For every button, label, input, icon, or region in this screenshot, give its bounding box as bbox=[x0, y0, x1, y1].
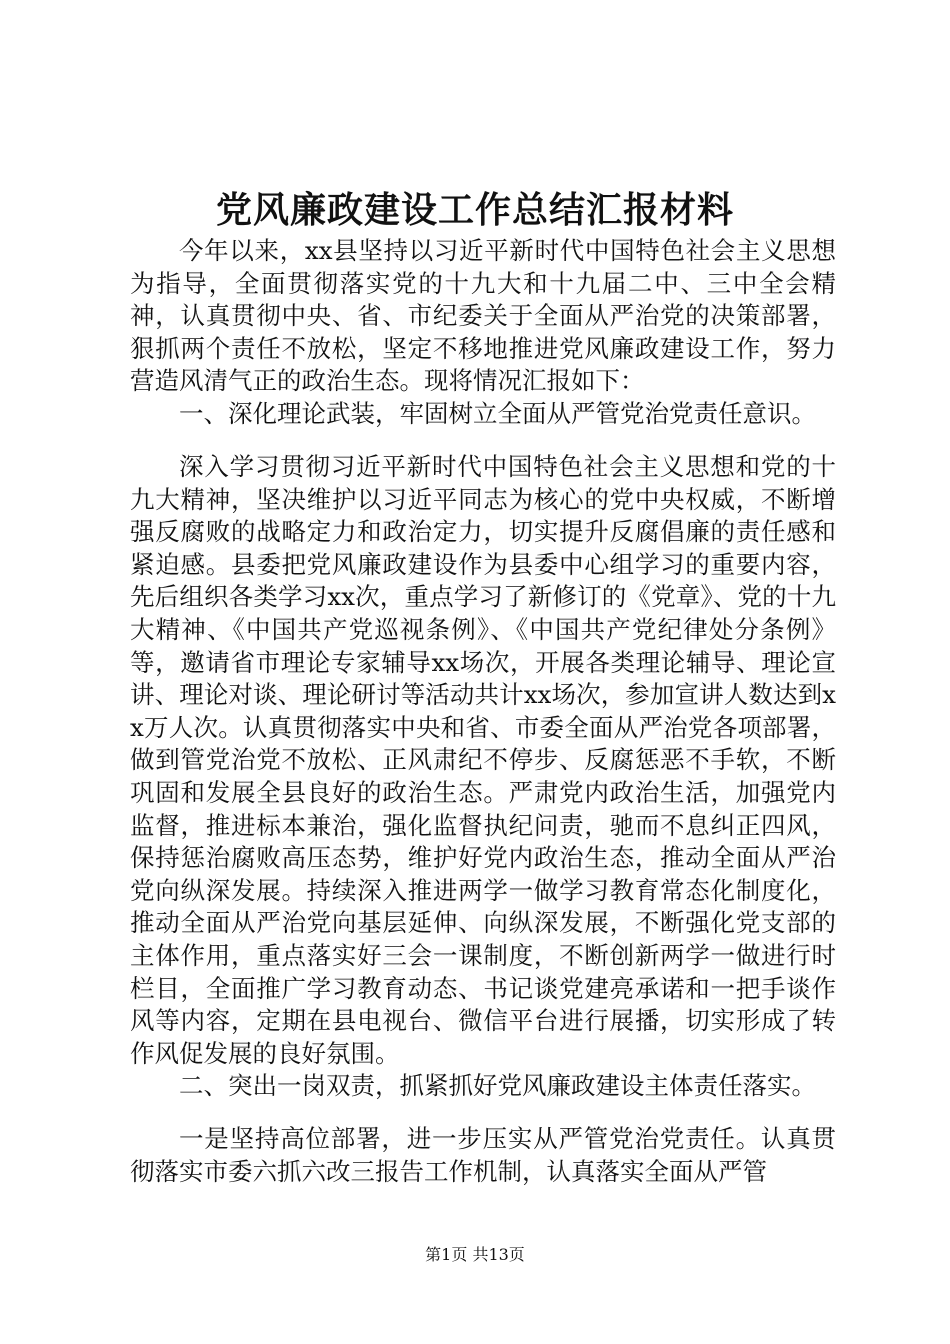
paragraph-section-2-block bbox=[130, 1123, 836, 1188]
section-heading-2: 二、突出一岗双责，抓紧抓好党风廉政建设主体责任落实。 bbox=[179, 1071, 816, 1101]
section-heading-1: 一、深化理论武装，牢固树立全面从严管党治党责任意识。 bbox=[179, 398, 816, 428]
paragraph-section-2-body: 一是坚持高位部署，进一步压实从严管党治党责任。认真贯彻落实市委六抓六改三报告工作机制，认真落实全面从严管 bbox=[130, 1124, 836, 1186]
paragraph-section-1-body: 深入学习贯彻习近平新时代中国特色社会主义思想和党的十九大精神，坚决维护以习近平同志为核心的党中央权威，不断增强反腐败的战略定力和政治定力，切实提升反腐倡廉的责任感和紧迫感。县委把党风廉政建设作为县委中心组学习的重要内容，先后组织各类学习xx次，重点学习了新修订的《党章》、党的十九大精神、《中国共产党巡视条例》、《中国共产党纪律处分条例》等，邀请省市理论专家辅导xx场次，开展各类理论辅导、理论宣讲、理论对谈、理论研讨等活动共计xx场次，参加宣讲人数达到xx万人次。认真贯彻落实中央和省、市委全面从严治党各项部署，做到管党治党不放松、正风肃纪不停步、反腐惩恶不手软，不断巩固和发展全县良好的政治生态。严肃党内政治生活，加强党内监督，推进标本兼治，强化监督执纪问责，驰而不息纠正四风，保持惩治腐败高压态势，维护好党内政治生态，推动全面从严治党向纵深发展。持续深入推进两学一做学习教育常态化制度化，推动全面从严治党向基层延伸、向纵深发展，不断强化党支部的主体作用，重点落实好三会一课制度，不断创新两学一做进行时栏目，全面推广学习教育动态、书记谈党建亮承诺和一把手谈作风等内容，定期在县电视台、微信平台进行展播，切实形成了转作风促发展的良好氛围。 bbox=[130, 452, 836, 1068]
paragraph-intro-block bbox=[130, 235, 836, 431]
document-title: 党风廉政建设工作总结汇报材料 bbox=[215, 189, 734, 231]
paragraph-section-1-block bbox=[130, 451, 836, 1103]
page-footer: 第1页 共13页 bbox=[425, 1245, 525, 1264]
paragraph-intro: 今年以来，xx县坚持以习近平新时代中国特色社会主义思想为指导，全面贯彻落实党的十九大和十九届二中、三中全会精神，认真贯彻中央、省、市纪委关于全面从严治党的决策部署，狠抓两个责任不放松，坚定不移地推进党风廉政建设工作，努力营造风清气正的政治生态。现将情况汇报如下： bbox=[130, 236, 836, 396]
